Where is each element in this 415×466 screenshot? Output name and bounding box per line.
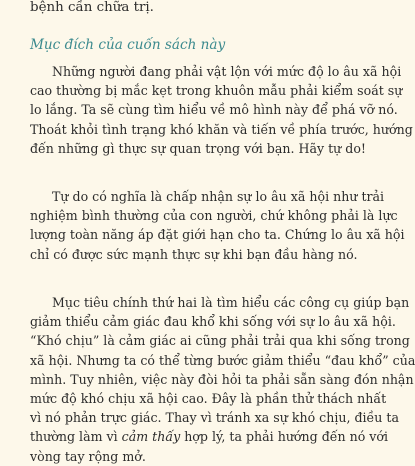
paragraph-line: Những người đang phải vật lộn với mức độ lo âu xã hội <box>52 64 402 79</box>
paragraph-3 <box>30 293 415 466</box>
paragraph-line: mình. Tuy nhiên, việc này đòi hỏi ta phải sẵn sàng đón nhận <box>30 371 414 387</box>
text-run: hợp lý, ta phải hướng đến nó với <box>180 429 389 445</box>
text-run: thường làm vì <box>30 429 122 445</box>
paragraph-line: vì nó phản trực giác. Thay vì tránh xa sự khó chịu, điều ta <box>30 410 399 426</box>
paragraph-2 <box>30 187 405 264</box>
section-heading: Mục đích của cuốn sách này <box>30 37 226 53</box>
paragraph-line: cao thường bị mắc kẹt trong khuôn mẫu phải kiểm soát sự <box>30 83 403 99</box>
paragraph-line: vòng tay rộng mở. <box>30 448 146 464</box>
paragraph-line: xã hội. Nhưng ta có thể từng bước giảm thiểu “đau khổ” của <box>30 352 415 368</box>
paragraph-line: nghiệm bình thường của con người, chứ không phải là lực <box>30 208 398 224</box>
paragraph-line-with-emphasis <box>30 427 389 446</box>
paragraph-line: lượng toàn năng áp đặt giới hạn cho ta. Chứng lo âu xã hội <box>30 227 405 243</box>
paragraph-line: giảm thiểu cảm giác đau khổ khi sống với sự lo âu xã hội. <box>30 314 396 330</box>
paragraph-line: chỉ có được sức mạnh thực sự khi bạn đầu hàng nó. <box>30 246 358 262</box>
paragraph-line: “Khó chịu” là cảm giác ai cũng phải trải qua khi sống trong <box>30 333 410 349</box>
paragraph-line: Mục tiêu chính thứ hai là tìm hiểu các công cụ giúp bạn <box>52 295 410 310</box>
paragraph-1 <box>30 62 413 158</box>
paragraph-line: Tự do có nghĩa là chấp nhận sự lo âu xã hội như trải <box>52 189 385 204</box>
previous-paragraph-ending: bệnh cần chữa trị. <box>30 0 154 15</box>
paragraph-line: Thoát khỏi tình trạng khó khăn và tiến về phía trước, hướng <box>30 121 413 137</box>
paragraph-line: lo lắng. Ta sẽ cùng tìm hiểu về mô hình này để phá vỡ nó. <box>30 102 398 118</box>
paragraph-line: mức độ khó chịu xã hội cao. Đây là phần thử thách nhất <box>30 391 387 407</box>
paragraph-line: đến những gì thực sự quan trọng với bạn. Hãy tự do! <box>30 140 366 156</box>
emphasized-text: cảm thấy <box>121 429 181 445</box>
